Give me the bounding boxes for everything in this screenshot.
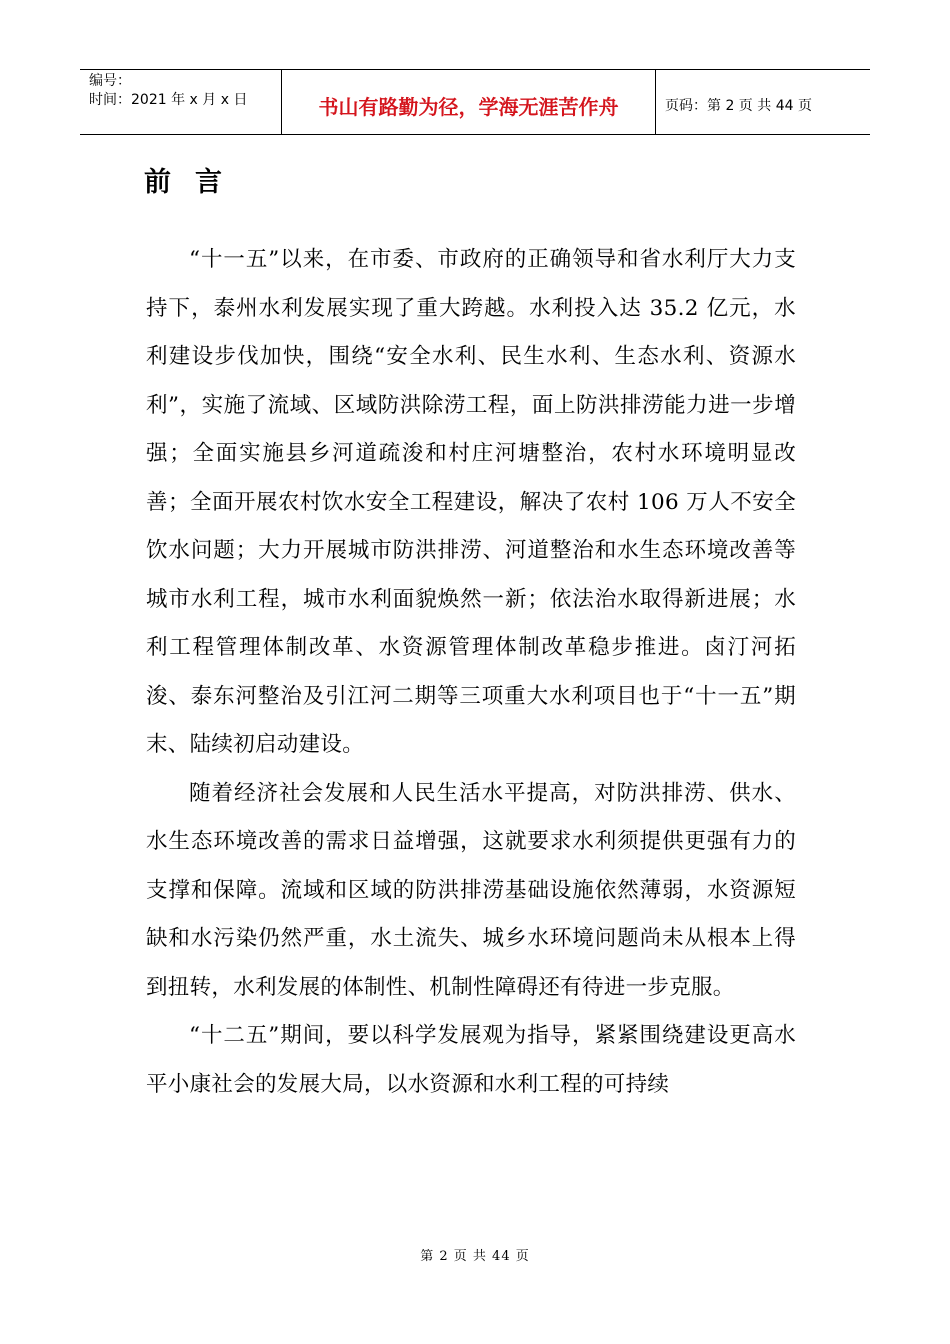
- paragraph-1: “十一五”以来，在市委、市政府的正确领导和省水利厅大力支持下，泰州水利发展实现了重大跨越。水利投入达 35.2 亿元，水利建设步伐加快，围绕“安全水利、民生水利、生态水利、资源水利”，实施了流域、区域防洪除涝工程，面上防洪排涝能力进一步增强；全面实施县乡河道疏浚和村庄河塘整治，农村水环境明显改善；全面开展农村饮水安全工程建设，解决了农村 106 万人不安全饮水问题；大力开展城市防洪排涝、河道整治和水生态环境改善等城市水利工程，城市水利面貌焕然一新；依法治水取得新进展；水利工程管理体制改革、水资源管理体制改革稳步推进。卤汀河拓浚、泰东河整治及引江河二期等三项重大水利项目也于“十一五”期末、陆续初启动建设。: [146, 247, 796, 757]
- header-page-info: 页码：第 2 页 共 44 页: [665, 98, 812, 114]
- page-footer: 第 2 页 共 44 页: [420, 1249, 530, 1264]
- document-date: 时间：2021 年 x 月 x 日: [89, 92, 248, 108]
- paragraph-3: “十二五”期间，要以科学发展观为指导，紧紧围绕建设更高水平小康社会的发展大局，以水资源和水利工程的可持续: [146, 1023, 796, 1097]
- document-number-label: 编号：: [89, 73, 131, 89]
- page-header: [80, 69, 870, 135]
- header-meta: [80, 70, 282, 134]
- header-motto: 书山有路勤为径，学海无涯苦作舟: [282, 70, 656, 134]
- paragraph-2: 随着经济社会发展和人民生活水平提高，对防洪排涝、供水、水生态环境改善的需求日益增强，这就要求水利须提供更强有力的支撑和保障。流域和区域的防洪排涝基础设施依然薄弱，水资源短缺和水污染仍然严重，水土流失、城乡水环境问题尚未从根本上得到扭转，水利发展的体制性、机制性障碍还有待进一步克服。: [146, 780, 796, 1000]
- page-title: 前言: [144, 167, 246, 198]
- document-body: [146, 236, 796, 1109]
